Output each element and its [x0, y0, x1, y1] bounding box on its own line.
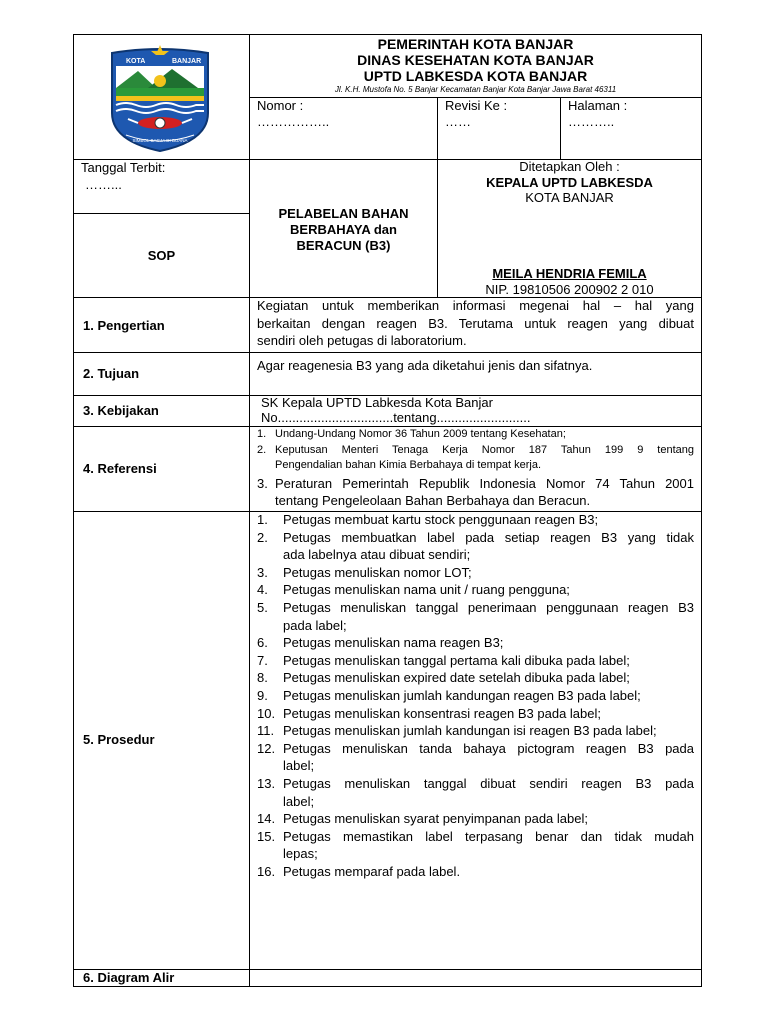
prosedur-item-7-num: 7. [257, 652, 268, 668]
prosedur-item-15-line-2: lepas; [283, 846, 318, 862]
prosedur-item-13-line-2: label; [283, 793, 315, 809]
prosedur-item-3-num: 3. [257, 564, 268, 580]
divider-kebijakan [73, 426, 702, 427]
ditetapkan-jabatan-1: KEPALA UPTD LABKESDA [486, 175, 653, 190]
prosedur-item-2-num: 2. [257, 529, 268, 545]
divider-pengertian [73, 352, 702, 353]
logo-text-banjar: BANJAR [172, 58, 202, 65]
referensi-1-line-1: Undang-Undang Nomor 36 Tahun 2009 tentang Kesehatan; [275, 428, 566, 440]
prosedur-item-2-line-1: Petugas membuatkan label pada setiap reagen B3 yang tidak [283, 529, 694, 545]
prosedur-item-10-num: 10. [257, 705, 276, 721]
header-line-1: PEMERINTAH KOTA BANJAR [377, 36, 574, 52]
prosedur-item-15-num: 15. [257, 828, 276, 844]
divider-meta-cell2 [560, 97, 561, 159]
nomor-label: Nomor : [257, 98, 304, 113]
pengertian-line-2: berkaitan dengan reagen B3. Terutama untuk reagen yang dibuat [257, 316, 694, 331]
referensi-2-line-1: Keputusan Menteri Tenaga Kerja Nomor 187 Tahun 199 9 tentang [275, 444, 694, 456]
prosedur-item-16-line-1: Petugas memparaf pada label. [283, 864, 461, 879]
logo-text-kota: KOTA [126, 58, 146, 65]
prosedur-item-14-num: 14. [257, 811, 276, 827]
prosedur-item-13-line-1: Petugas menuliskan tanggal dibuat sendiri reagen B3 pada [283, 776, 694, 791]
section-pengertian-label: 1. Pengertian [83, 318, 165, 333]
tujuan-text: Agar reagenesia B3 yang ada diketahui jenis dan sifatnya. [257, 358, 593, 373]
prosedur-item-16-num: 16. [257, 864, 276, 879]
document-title-line-3: BERACUN (B3) [296, 238, 391, 253]
prosedur-item-7-line-1: Petugas menuliskan tanggal pertama kali dibuka pada label; [283, 652, 630, 668]
prosedur-item-13-num: 13. [257, 776, 276, 791]
prosedur-item-9-line-1: Petugas menuliskan jumlah kandungan reagen B3 pada label; [283, 688, 641, 703]
prosedur-item-10-line-1: Petugas menuliskan konsentrasi reagen B3 pada label; [283, 705, 601, 721]
revisi-label: Revisi Ke : [445, 98, 508, 113]
prosedur-item-15-line-1: Petugas memastikan label terpasang benar dan tidak mudah [283, 828, 694, 844]
prosedur-item-2-line-2: ada labelnya atau dibuat sendiri; [283, 547, 471, 563]
kebijakan-line-2: No................................tentang.......................... [261, 410, 531, 425]
prosedur-item-12-line-2: label; [283, 758, 315, 774]
header-line-2: DINAS KESEHATAN KOTA BANJAR [357, 52, 594, 68]
referensi-2-line-2: Pengendalian bahan Kimia Berbahaya di tempat kerja. [275, 459, 542, 471]
tanggal-terbit-label: Tanggal Terbit: [81, 160, 166, 175]
sop-label: SOP [147, 248, 176, 263]
prosedur-item-5-num: 5. [257, 600, 268, 615]
prosedur-item-3-line-1: Petugas menuliskan nomor LOT; [283, 564, 472, 580]
prosedur-item-6-num: 6. [257, 635, 268, 651]
signer-nip: NIP. 19810506 200902 2 010 [485, 282, 654, 297]
divider-tanggal-sop [73, 213, 250, 214]
ditetapkan-jabatan-2: KOTA BANJAR [525, 190, 614, 205]
referensi-2-num: 2. [257, 444, 267, 456]
prosedur-item-9-num: 9. [257, 688, 268, 703]
prosedur-item-14-line-1: Petugas menuliskan syarat penyimpanan pada label; [283, 811, 588, 827]
table-border-bottom [73, 986, 702, 987]
prosedur-item-1-num: 1. [257, 512, 268, 527]
section-referensi-label: 4. Referensi [83, 461, 157, 476]
halaman-value: ……….. [568, 114, 615, 129]
ditetapkan-label: Ditetapkan Oleh : [519, 159, 620, 174]
nomor-value: …………….. [257, 114, 330, 129]
kebijakan-line-1: SK Kepala UPTD Labkesda Kota Banjar [261, 395, 493, 410]
referensi-3-line-2: tentang Pengeleolaan Bahan Berbahaya dan Beracun. [275, 493, 591, 508]
prosedur-item-5-line-2: pada label; [283, 617, 347, 633]
document-title-line-2: BERBAHAYA dan [290, 222, 397, 237]
prosedur-item-4-num: 4. [257, 582, 268, 598]
revisi-value: …… [445, 114, 471, 129]
referensi-3-num: 3. [257, 476, 268, 491]
prosedur-item-11-line-1: Petugas menuliskan jumlah kandungan isi reagen B3 pada label; [283, 723, 657, 739]
prosedur-item-1-line-1: Petugas membuat kartu stock penggunaan reagen B3; [283, 512, 599, 527]
pengertian-line-1: Kegiatan untuk memberikan informasi megenai hal – hal yang [257, 298, 694, 313]
section-tujuan-label: 2. Tujuan [83, 366, 140, 381]
signer-name: MEILA HENDRIA FEMILA [492, 266, 647, 281]
header-address: Jl. K.H. Mustofa No. 5 Banjar Kecamatan Banjar Kota Banjar Jawa Barat 46311 [334, 85, 617, 94]
document-title-line-1: PELABELAN BAHAN [278, 206, 409, 221]
prosedur-item-8-num: 8. [257, 670, 268, 686]
pengertian-line-3: sendiri oleh petugas di laboratorium. [257, 333, 467, 348]
prosedur-item-6-line-1: Petugas menuliskan nama reagen B3; [283, 635, 504, 651]
prosedur-item-8-line-1: Petugas menuliskan expired date setelah dibuka pada label; [283, 670, 630, 686]
table-border-top [73, 34, 702, 35]
logo-text-motto: SIMBOL BAGJA DI BUANA [132, 138, 188, 143]
prosedur-item-12-num: 12. [257, 740, 276, 756]
section-prosedur-label: 5. Prosedur [83, 732, 155, 747]
prosedur-item-4-line-1: Petugas menuliskan nama unit / ruang pengguna; [283, 582, 570, 598]
referensi-3-line-1: Peraturan Pemerintah Republik Indonesia Nomor 74 Tahun 2001 [275, 476, 694, 491]
kota-banjar-logo [108, 43, 212, 153]
header-line-3: UPTD LABKESDA KOTA BANJAR [363, 68, 588, 84]
prosedur-item-11-num: 11. [257, 723, 275, 739]
prosedur-item-12-line-1: Petugas menuliskan tanda bahaya pictogram reagen B3 pada [283, 740, 694, 756]
prosedur-item-5-line-1: Petugas menuliskan tanggal penerimaan penggunaan reagen B3 [283, 600, 694, 615]
referensi-1-num: 1. [257, 428, 267, 440]
halaman-label: Halaman : [568, 98, 628, 113]
tanggal-terbit-value: ……... [85, 177, 122, 192]
section-diagram-alir-label: 6. Diagram Alir [83, 970, 175, 985]
section-kebijakan-label: 3. Kebijakan [83, 403, 159, 418]
